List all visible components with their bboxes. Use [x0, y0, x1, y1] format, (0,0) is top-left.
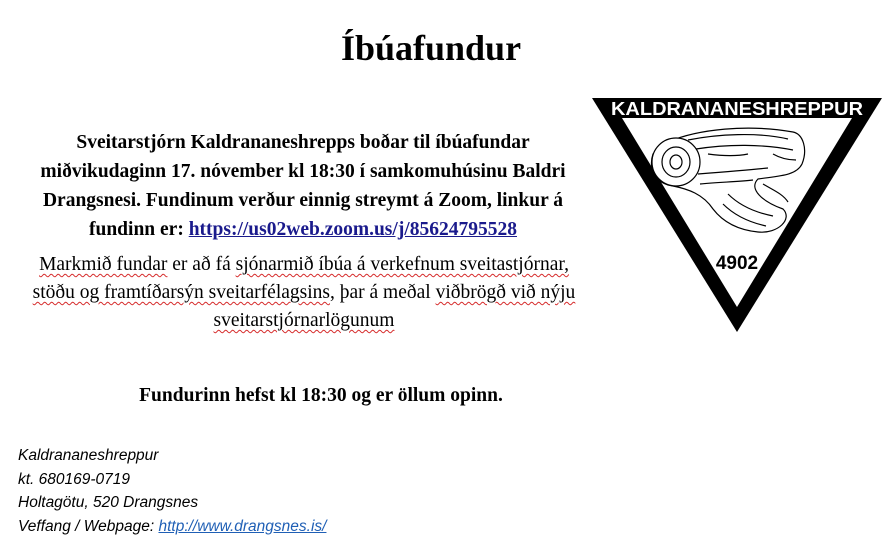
website-link[interactable]: http://www.drangsnes.is/ [158, 517, 327, 535]
zoom-link[interactable]: https://us02web.zoom.us/j/85624795528 [188, 219, 517, 240]
goal-paragraph [16, 251, 592, 335]
goal-text-1: Markmið fundar [39, 254, 168, 275]
footer-web-label: Veffang / Webpage: [18, 517, 159, 535]
footer-contact [18, 444, 326, 538]
footer-name: Kaldrananeshreppur [18, 447, 159, 464]
municipality-logo [588, 94, 888, 336]
footer-kt: kt. 680169-0719 [18, 470, 131, 488]
page-title: Íbúafundur [340, 28, 522, 68]
logo-name: KALDRANANESHREPPUR [611, 99, 863, 119]
goal-text-4: , þar á meðal [329, 282, 436, 303]
intro-paragraph [18, 128, 588, 244]
goal-text-5: viðbrögð við nýju sveitarstjórnarlögunum [213, 282, 576, 331]
goal-text-2: er að fá [167, 254, 236, 275]
footer-address: Holtagötu, 520 Drangsnes [18, 494, 199, 511]
footer-web [18, 515, 326, 539]
logo-number: 4902 [715, 253, 759, 274]
intro-text: Sveitarstjórn Kaldrananeshrepps boðar til íbúafundar miðvikudaginn 17. nóvember kl 18:30 í samkomuhúsinu Baldri Drangsnesi. Fundinum verður einnig streymt á Zoom, linkur á fundinn er: [40, 132, 566, 240]
meeting-start-text: Fundurinn hefst kl 18:30 og er öllum opinn. [139, 385, 503, 406]
goal-text-3: sjónarmið íbúa á verkefnum sveitastjórnar, stöðu og framtíðarsýn sveitarfélagsins [32, 254, 569, 303]
